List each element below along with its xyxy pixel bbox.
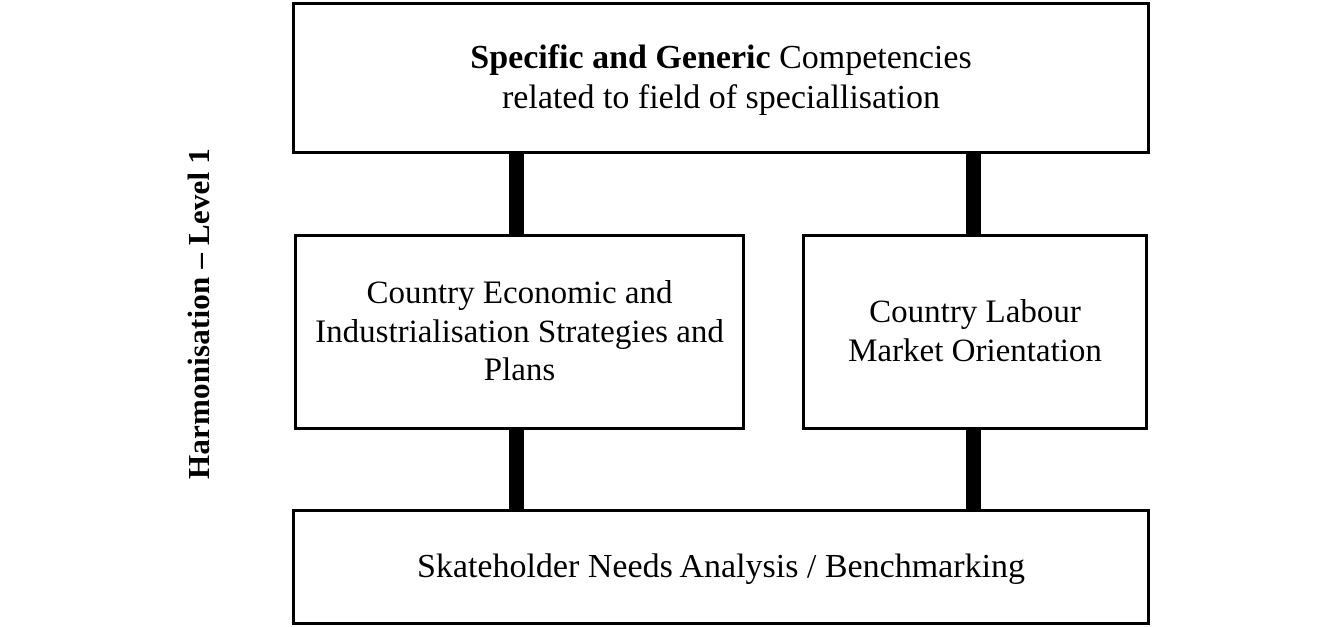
competencies-bold-text: Specific and Generic (470, 38, 771, 76)
stakeholder-needs-box (292, 509, 1150, 625)
country-labour-market-box (802, 234, 1148, 430)
competencies-regular-text: Competencies (770, 38, 972, 76)
connector-right-box-to-bottom (966, 428, 981, 511)
competencies-line-2: related to field of speciallisation (501, 79, 941, 116)
country-labour-market-text: Country Labour Market Orientation (848, 294, 1102, 369)
country-economic-box (294, 234, 745, 430)
stakeholder-needs-text: Skateholder Needs Analysis / Benchmarking (416, 547, 1026, 585)
connector-top-to-right-box (966, 152, 981, 236)
harmonisation-level-label: Harmonisation – Level 1 (181, 148, 216, 479)
country-economic-text: Country Economic and Industrialisation Strategies and Plans (315, 274, 724, 389)
connector-top-to-left-box (509, 152, 524, 236)
competencies-box (292, 2, 1150, 154)
connector-left-box-to-bottom (509, 428, 524, 511)
competencies-line-1 (470, 38, 971, 78)
